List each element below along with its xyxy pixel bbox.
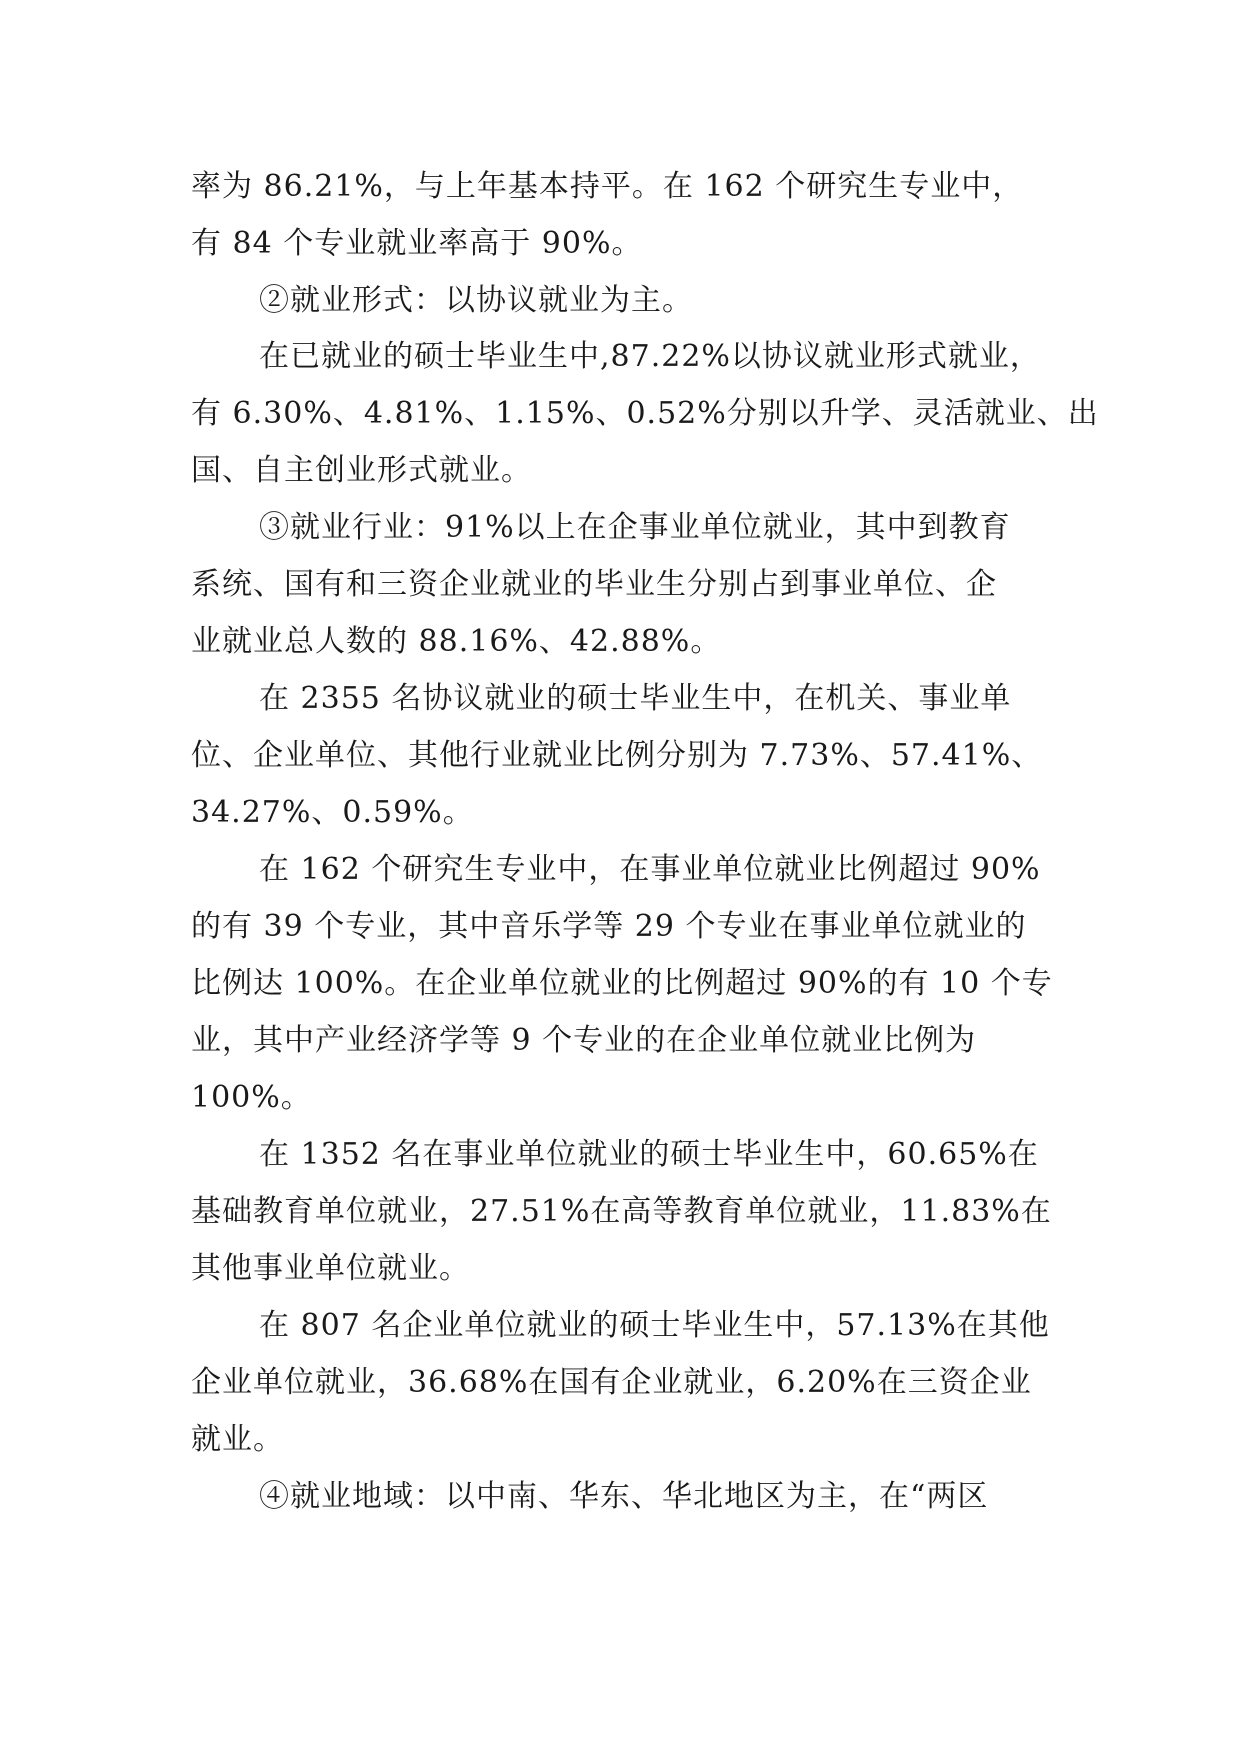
- text-line: 在 2355 名协议就业的硕士毕业生中，在机关、事业单: [259, 681, 1012, 716]
- text-line: 业就业总人数的 88.16%、42.88%。: [191, 624, 722, 659]
- section-heading-employment-industry: ③就业行业：91%以上在企事业单位就业，其中到教育: [259, 510, 1011, 545]
- text-line: 其他事业单位就业。: [191, 1251, 470, 1286]
- text-line: 系统、国有和三资企业就业的毕业生分别占到事业单位、企: [191, 567, 997, 602]
- text-line: 比例达 100%。在企业单位就业的比例超过 90%的有 10 个专: [191, 966, 1053, 1001]
- section-heading-employment-region: ④就业地域：以中南、华东、华北地区为主，在“两区: [259, 1479, 989, 1514]
- text-line: 在 1352 名在事业单位就业的硕士毕业生中，60.65%在: [259, 1137, 1039, 1172]
- text-line: 在 807 名企业单位就业的硕士毕业生中，57.13%在其他: [259, 1308, 1050, 1343]
- text-line: 位、企业单位、其他行业就业比例分别为 7.73%、57.41%、: [191, 738, 1043, 773]
- text-line: 企业单位就业，36.68%在国有企业就业，6.20%在三资企业: [191, 1365, 1032, 1400]
- text-line: 业，其中产业经济学等 9 个专业的在企业单位就业比例为: [191, 1023, 977, 1058]
- text-line: 有 84 个专业就业率高于 90%。: [191, 226, 643, 261]
- text-line: 的有 39 个专业，其中音乐学等 29 个专业在事业单位就业的: [191, 909, 1027, 944]
- section-heading-employment-form: ②就业形式：以协议就业为主。: [259, 283, 693, 318]
- text-line: 国、自主创业形式就业。: [191, 453, 532, 488]
- text-line: 就业。: [191, 1422, 284, 1457]
- text-line: 有 6.30%、4.81%、1.15%、0.52%分别以升学、灵活就业、出: [191, 396, 1099, 431]
- text-line: 基础教育单位就业，27.51%在高等教育单位就业，11.83%在: [191, 1194, 1052, 1229]
- text-line: 在 162 个研究生专业中，在事业单位就业比例超过 90%: [259, 852, 1041, 887]
- text-line: 34.27%、0.59%。: [191, 795, 474, 830]
- text-line: 在已就业的硕士毕业生中,87.22%以协议就业形式就业，: [259, 339, 1041, 374]
- text-line: 率为 86.21%，与上年基本持平。在 162 个研究生专业中，: [191, 169, 1024, 204]
- text-line: 100%。: [191, 1080, 312, 1115]
